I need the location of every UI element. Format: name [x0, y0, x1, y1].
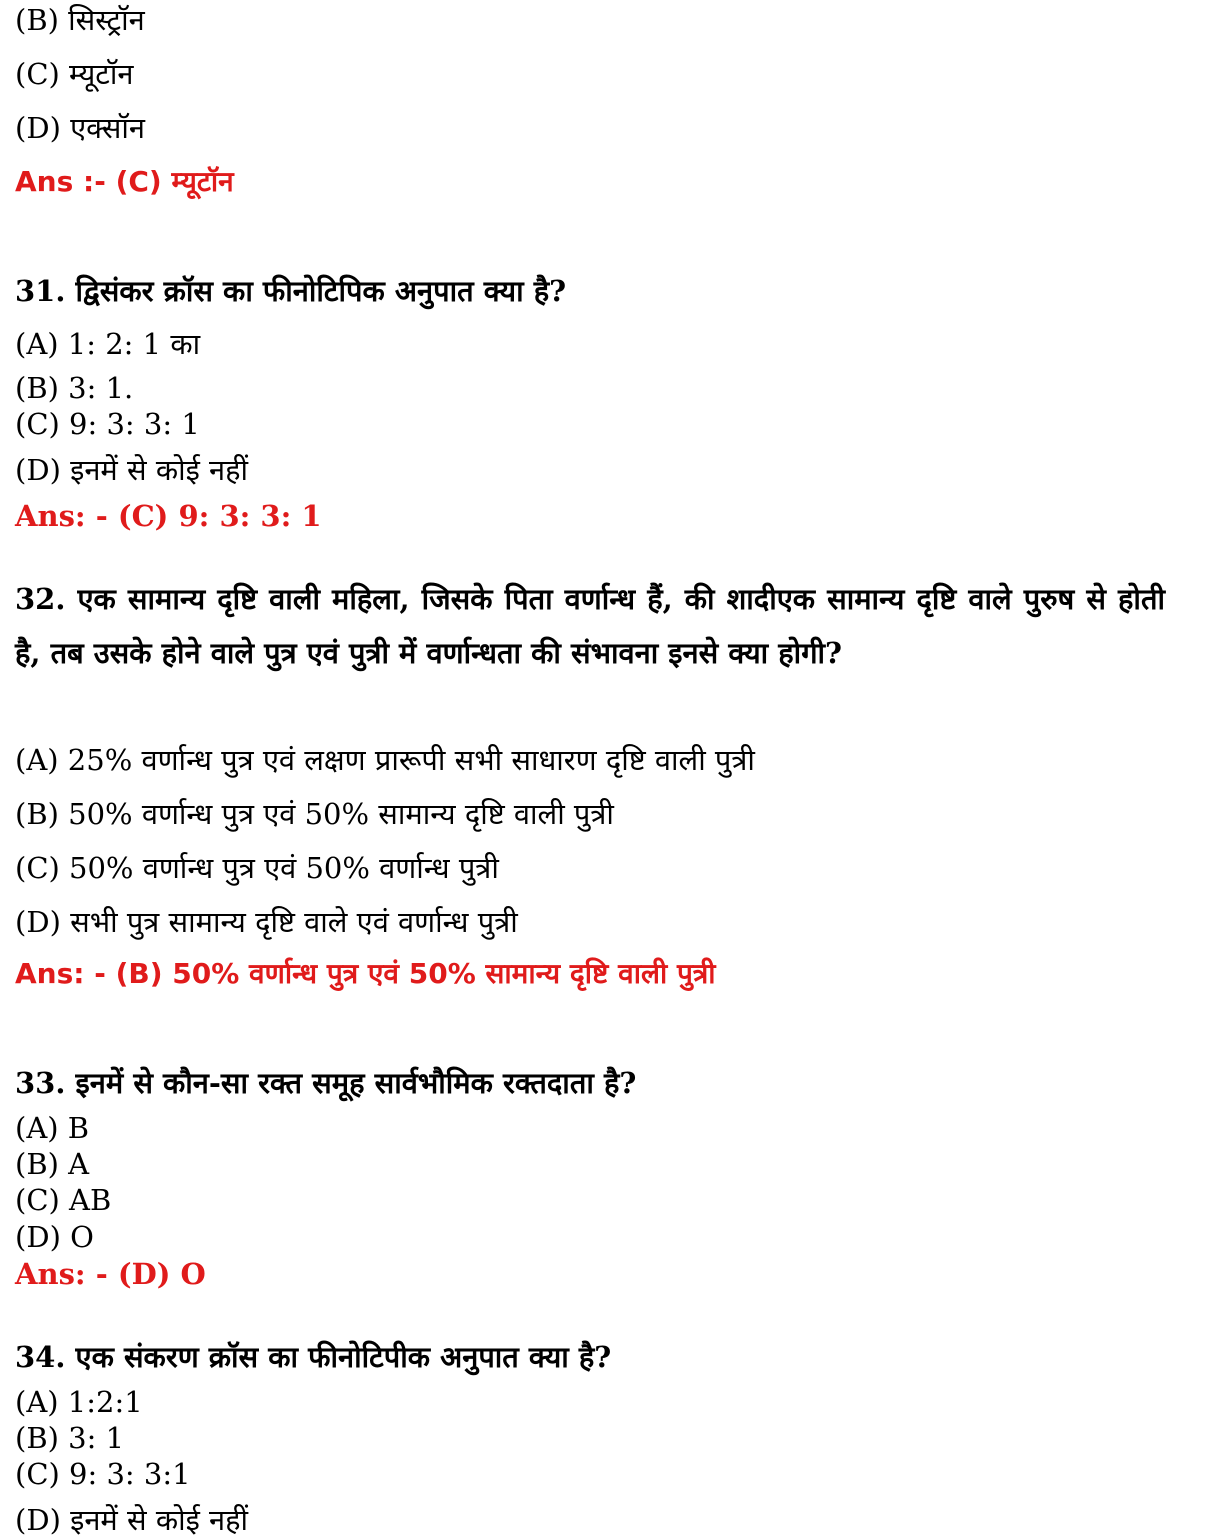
question-33: 33. इनमें से कौन-सा रक्त समूह सार्वभौमिक रक्तदाता है? — [15, 1066, 637, 1100]
option-a: (A) 1: 2: 1 का — [15, 327, 201, 361]
question-32: 32. एक सामान्य दृष्टि वाली महिला, जिसके पिता वर्णान्ध हैं, की शादीएक सामान्य दृष्टि वाले पुरुष से होती है, तब उसके होने वाले पुत्र एवं पुत्री में वर्णान्धता की संभावना इनसे क्या होगी? — [15, 582, 1165, 670]
option-a: (A) 25% वर्णान्ध पुत्र एवं लक्षण प्रारूपी सभी साधारण दृष्टि वाली पुत्री — [15, 743, 755, 777]
option-d: (D) इनमें से कोई नहीं — [15, 453, 249, 487]
option-b: (B) A — [15, 1147, 90, 1181]
answer: Ans: - (B) 50% वर्णान्ध पुत्र एवं 50% सामान्य दृष्टि वाली पुत्री — [15, 957, 716, 990]
question-34: 34. एक संकरण क्रॉस का फीनोटिपीक अनुपात क्या है? — [15, 1340, 612, 1374]
option-b: (B) 50% वर्णान्ध पुत्र एवं 50% सामान्य दृष्टि वाली पुत्री — [15, 797, 614, 831]
option-a: (A) 1:2:1 — [15, 1385, 143, 1419]
option-d: (D) इनमें से कोई नहीं — [15, 1503, 249, 1537]
answer: Ans :- (C) म्यूटॉन — [15, 165, 234, 198]
option-c: (C) AB — [15, 1183, 112, 1217]
option-a: (A) B — [15, 1111, 90, 1145]
option-b: (B) सिस्ट्रॉन — [15, 3, 145, 37]
option-c: (C) 50% वर्णान्ध पुत्र एवं 50% वर्णान्ध पुत्री — [15, 851, 499, 885]
option-c: (C) म्यूटॉन — [15, 57, 134, 91]
option-d: (D) एक्सॉन — [15, 111, 145, 145]
option-b: (B) 3: 1. — [15, 371, 134, 405]
option-c: (C) 9: 3: 3:1 — [15, 1457, 191, 1491]
answer: Ans: - (D) O — [15, 1257, 206, 1291]
answer: Ans: - (C) 9: 3: 3: 1 — [15, 499, 322, 533]
option-b: (B) 3: 1 — [15, 1421, 125, 1455]
option-d: (D) सभी पुत्र सामान्य दृष्टि वाले एवं वर्णान्ध पुत्री — [15, 905, 518, 939]
question-31: 31. द्विसंकर क्रॉस का फीनोटिपिक अनुपात क्या है? — [15, 274, 567, 308]
option-c: (C) 9: 3: 3: 1 — [15, 407, 200, 441]
option-d: (D) O — [15, 1220, 94, 1254]
